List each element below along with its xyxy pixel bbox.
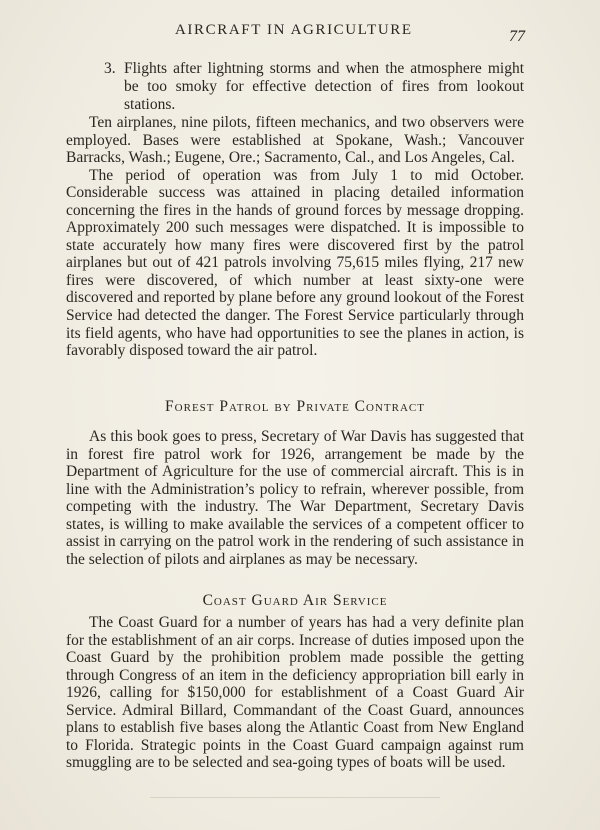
section-coast-guard	[66, 614, 524, 772]
page-number: 77	[509, 28, 525, 45]
section-heading-forest-patrol: Forest Patrol by Private Contract	[165, 398, 425, 415]
section-forest-patrol	[66, 428, 524, 568]
paragraph-personnel: Ten airplanes, nine pilots, fifteen mechanics, and two observers were employed. Bases were established at Spokane, Wash.; Vancouver Barracks, Wash.; Eugene, Ore.; Sacramento, Cal., and Los Angeles, Cal.	[66, 114, 524, 167]
paragraph-coast-guard: The Coast Guard for a number of years has had a very definite plan for the establishment of an air corps. Increase of duties imposed upon the Coast Guard by the prohibition problem made possible the getting through Congress of an item in the deficiency appropriation bill early in 1926, calling for $150,000 for establishment of a Coast Guard Air Service. Admiral Billard, Commandant of the Coast Guard, announces plans to establish five bases along the Atlantic Coast from New England to Florida. Strategic points in the Coast Guard campaign against rum smuggling are to be selected and sea-going types of boats will be used.	[66, 614, 524, 772]
list-item	[104, 60, 524, 113]
section-heading-coast-guard: Coast Guard Air Service	[202, 592, 388, 609]
paragraph-forest-patrol: As this book goes to press, Secretary of War Davis has suggested that in forest fire patrol work for 1926, arrangement be made by the Department of Agriculture for the use of commercial aircraft. This is in line with the Administration’s policy to refrain, wherever possible, from competing with the industry. The War Department, Secretary Davis states, is willing to make available the services of a competent officer to assist in carrying on the patrol work in the rendering of such assistance in the selection of pilots and airplanes as may be necessary.	[66, 428, 524, 568]
section-aerial-patrol	[66, 114, 524, 360]
list-item-text: Flights after lightning storms and when the atmosphere might be too smoky for effective detection of fires from lookout stations.	[124, 60, 524, 113]
paragraph-operation-period: The period of operation was from July 1 to mid October. Considerable success was attained in placing detailed information concerning the fires in the hands of ground forces by message dropping. Approximately 200 such messages were dispatched. It is impossible to state accurately how many fires were discovered first by the patrol airplanes but out of 421 patrols involving 75,615 miles flying, 217 new fires were discovered, of which number at least sixty-one were discovered and reported by plane before any ground lookout of the Forest Service had detected the danger. The Forest Service particularly through its field agents, who have had opportunities to see the planes in action, is favorably disposed toward the air patrol.	[66, 166, 524, 360]
running-head: AIRCRAFT IN AGRICULTURE	[175, 22, 413, 38]
list-item-number: 3.	[104, 60, 116, 77]
bottom-divider	[150, 797, 440, 798]
